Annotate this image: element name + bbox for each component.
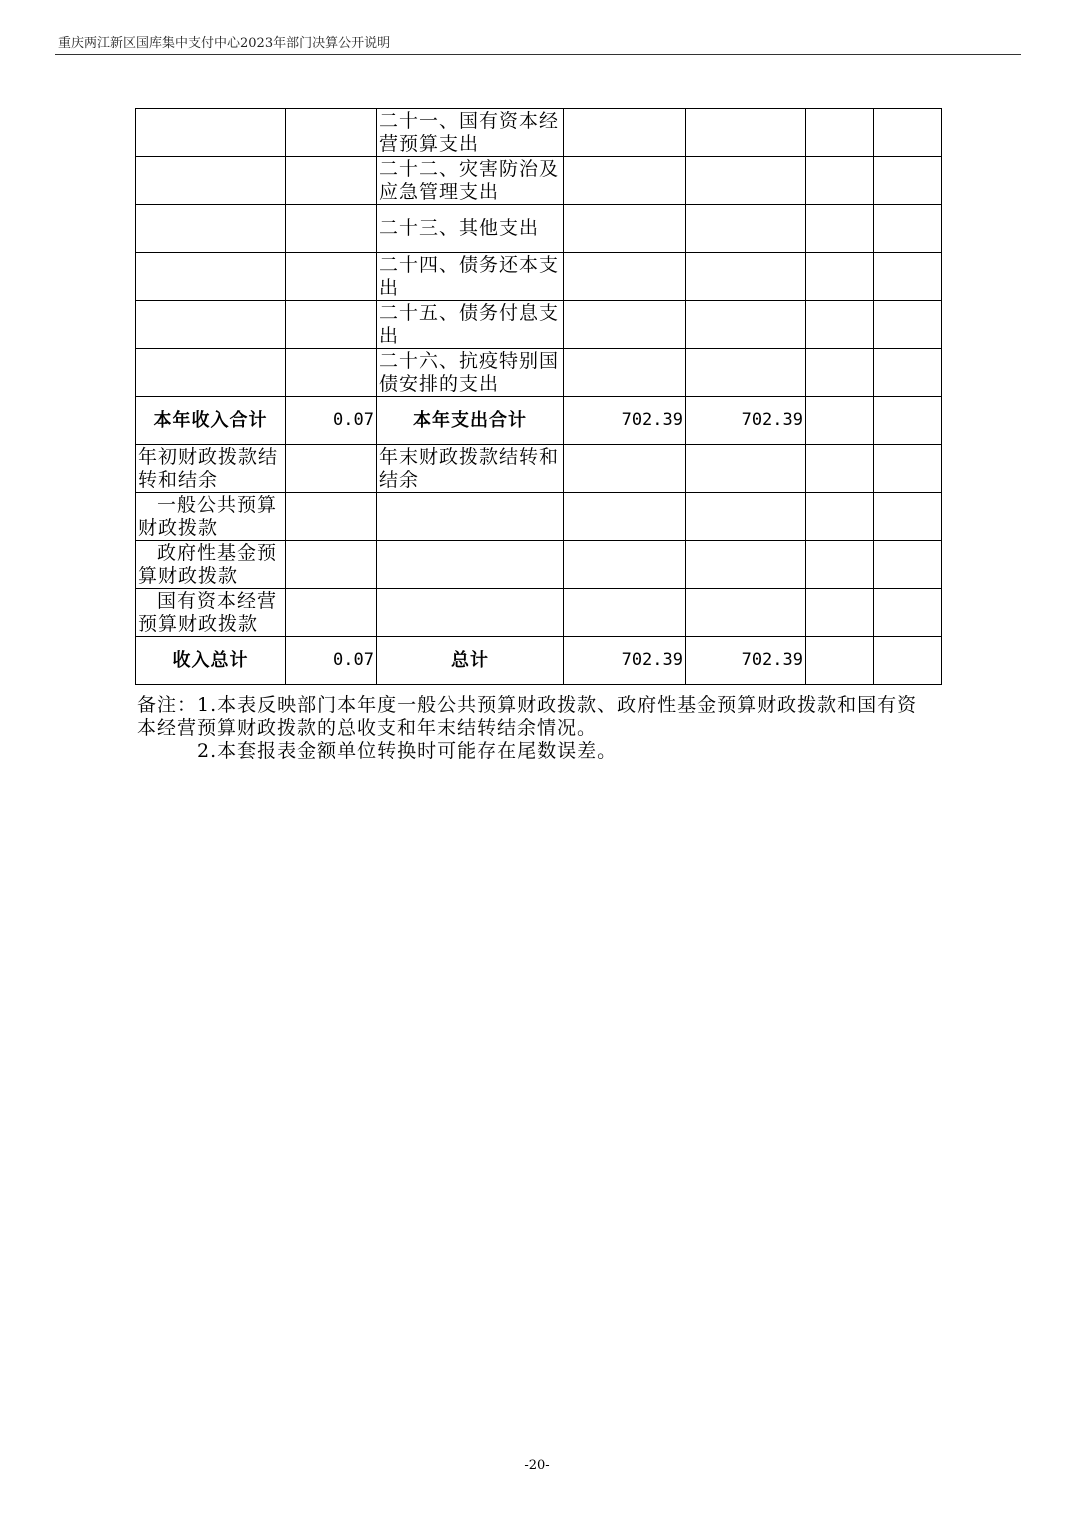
table-cell	[874, 349, 942, 397]
table-cell	[874, 205, 942, 253]
table-cell	[686, 493, 806, 541]
table-cell	[564, 541, 686, 589]
table-cell: 二十四、债务还本支出	[377, 253, 564, 301]
table-cell	[686, 205, 806, 253]
table-cell	[874, 493, 942, 541]
table-cell	[686, 541, 806, 589]
table-cell	[377, 589, 564, 637]
table-row	[136, 445, 942, 493]
table-cell	[286, 493, 377, 541]
table-cell	[874, 541, 942, 589]
table-row	[136, 205, 942, 253]
table-cell	[686, 349, 806, 397]
table-cell: 二十一、国有资本经营预算支出	[377, 109, 564, 157]
table-cell	[564, 349, 686, 397]
table-cell	[686, 157, 806, 205]
table-cell	[874, 301, 942, 349]
table-cell	[136, 301, 286, 349]
table-cell	[806, 541, 874, 589]
table-cell	[286, 589, 377, 637]
table-row	[136, 253, 942, 301]
table-cell	[286, 541, 377, 589]
table-cell: 702.39	[564, 637, 686, 685]
table-cell	[286, 445, 377, 493]
table-cell: 702.39	[564, 397, 686, 445]
note-line-2: 2.本套报表金额单位转换时可能存在尾数误差。	[197, 740, 618, 762]
table-cell: 二十六、抗疫特别国债安排的支出	[377, 349, 564, 397]
table-cell: 年初财政拨款结转和结余	[136, 445, 286, 493]
table-cell	[874, 109, 942, 157]
table-row	[136, 109, 942, 157]
table-cell	[806, 253, 874, 301]
table-cell	[874, 253, 942, 301]
table-cell	[806, 397, 874, 445]
table-cell	[564, 205, 686, 253]
table-cell	[286, 253, 377, 301]
note-line-1: 备注：1.本表反映部门本年度一般公共预算财政拨款、政府性基金预算财政拨款和国有资本经营预算财政拨款的总收支和年末结转结余情况。	[137, 694, 918, 739]
table-row-grand-total	[136, 637, 942, 685]
table-row-income-expense-total	[136, 397, 942, 445]
table-cell	[377, 541, 564, 589]
table-cell: 政府性基金预算财政拨款	[136, 541, 286, 589]
table-cell: 年末财政拨款结转和结余	[377, 445, 564, 493]
table-cell	[874, 637, 942, 685]
table-notes	[137, 694, 937, 763]
table-cell	[874, 157, 942, 205]
table-cell	[806, 637, 874, 685]
table-cell	[874, 397, 942, 445]
page-number: -20-	[524, 1458, 550, 1473]
table-cell	[874, 589, 942, 637]
financial-table	[135, 108, 942, 685]
table-cell: 二十五、债务付息支出	[377, 301, 564, 349]
table-cell	[806, 445, 874, 493]
table-cell	[564, 253, 686, 301]
table-cell	[806, 205, 874, 253]
table-cell: 二十二、灾害防治及应急管理支出	[377, 157, 564, 205]
table-cell	[286, 349, 377, 397]
table-cell	[136, 157, 286, 205]
table-cell: 702.39	[686, 397, 806, 445]
table-cell: 国有资本经营预算财政拨款	[136, 589, 286, 637]
table-row	[136, 493, 942, 541]
table-cell-label: 总计	[377, 637, 564, 685]
table-cell	[286, 109, 377, 157]
table-cell	[686, 445, 806, 493]
table-cell	[136, 349, 286, 397]
table-cell-label: 本年收入合计	[136, 397, 286, 445]
document-header-title: 重庆两江新区国库集中支付中心2023年部门决算公开说明	[58, 36, 391, 51]
table-cell	[806, 349, 874, 397]
table-cell	[686, 589, 806, 637]
table-cell: 0.07	[286, 397, 377, 445]
table-cell: 702.39	[686, 637, 806, 685]
table-row	[136, 157, 942, 205]
table-row	[136, 541, 942, 589]
table-cell	[136, 205, 286, 253]
table-cell	[686, 253, 806, 301]
table-cell	[806, 589, 874, 637]
table-cell: 0.07	[286, 637, 377, 685]
table-cell	[806, 301, 874, 349]
table-cell	[686, 301, 806, 349]
table-cell	[806, 157, 874, 205]
table-cell	[136, 253, 286, 301]
table-cell	[806, 109, 874, 157]
table-cell	[564, 589, 686, 637]
table-cell: 一般公共预算财政拨款	[136, 493, 286, 541]
table-cell	[874, 445, 942, 493]
table-cell	[564, 109, 686, 157]
table-cell-label: 收入总计	[136, 637, 286, 685]
table-cell	[564, 445, 686, 493]
table-row	[136, 349, 942, 397]
table-row	[136, 589, 942, 637]
table-cell	[564, 301, 686, 349]
table-cell	[564, 157, 686, 205]
table-cell	[286, 157, 377, 205]
table-cell	[286, 205, 377, 253]
table-cell: 二十三、其他支出	[377, 205, 564, 253]
table-cell	[136, 109, 286, 157]
table-row	[136, 301, 942, 349]
table-cell	[686, 109, 806, 157]
table-cell	[286, 301, 377, 349]
table-cell	[564, 493, 686, 541]
table-cell	[806, 493, 874, 541]
table-cell-label: 本年支出合计	[377, 397, 564, 445]
header-divider	[55, 54, 1021, 55]
table-cell	[377, 493, 564, 541]
